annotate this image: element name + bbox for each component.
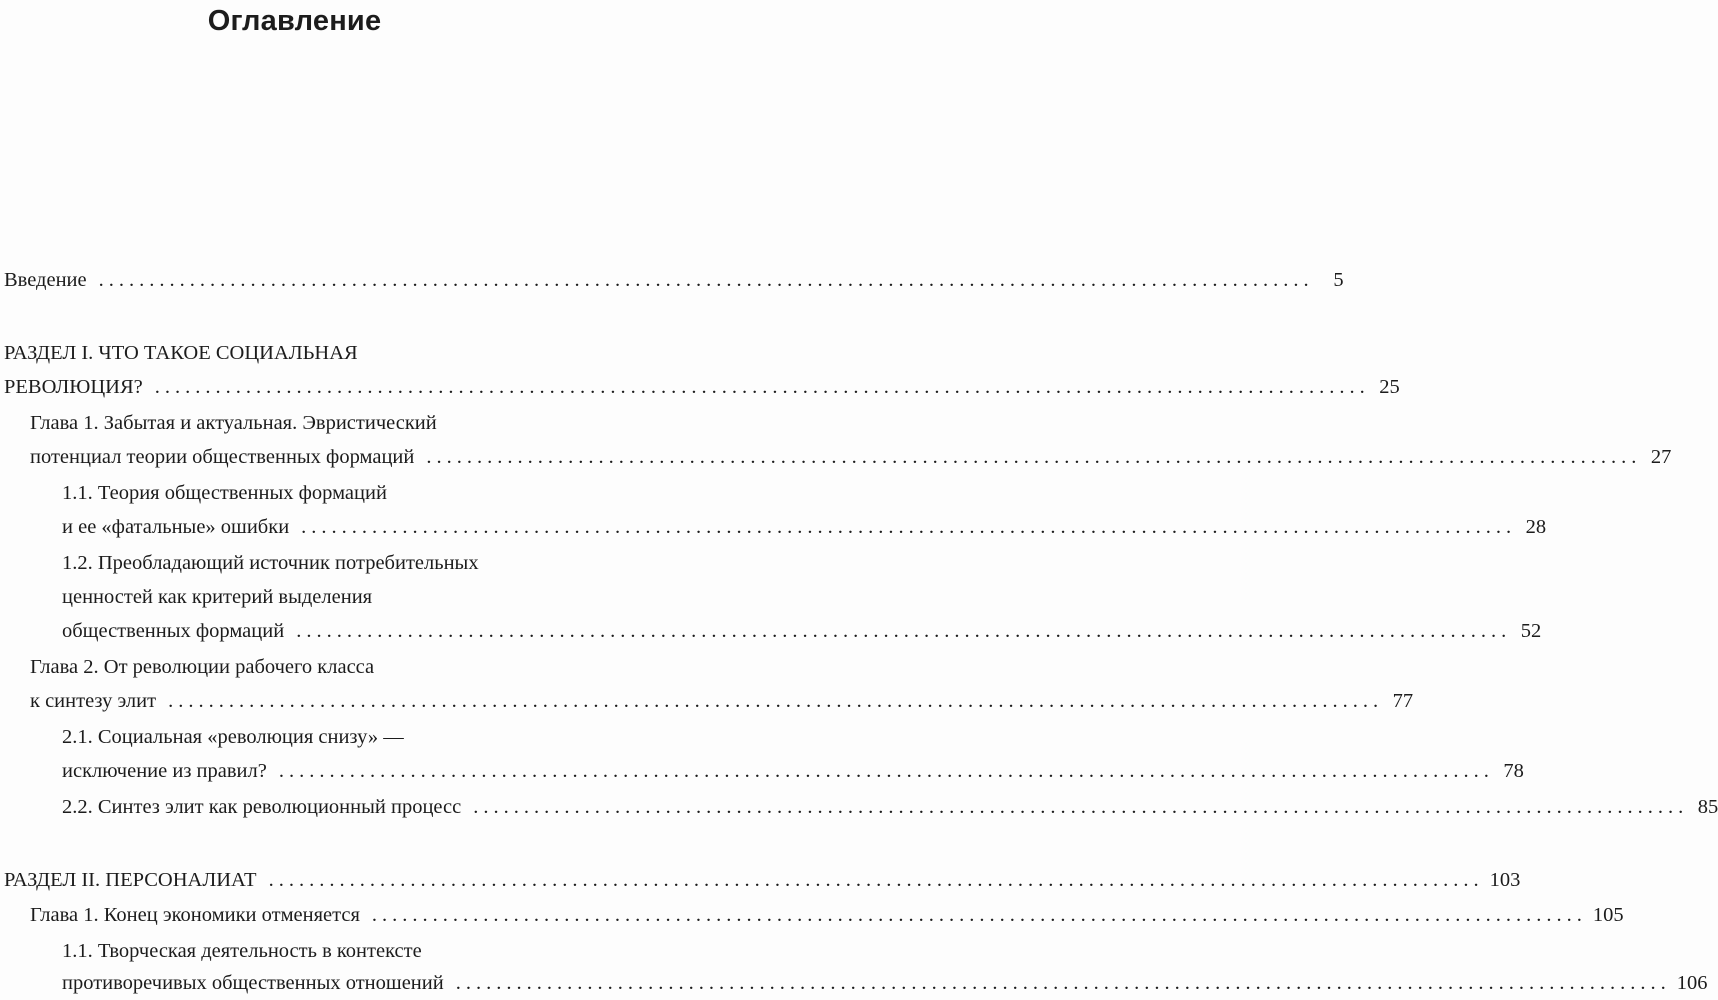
toc-leader-dots: ........................................................................................................................ <box>98 269 1314 291</box>
toc-page-number: 103 <box>1489 869 1521 891</box>
toc-leader-dots: ........................................................................................................................ <box>371 904 1587 926</box>
toc-entry-label: РАЗДЕЛ II. ПЕРСОНАЛИАТ <box>4 869 257 891</box>
toc-subsection-1-2-heading[interactable]: 1.2. Преобладающий источник потребительных <box>62 552 479 574</box>
toc-leader-dots: ........................................................................................................................ <box>278 760 1494 782</box>
toc-entry-label: и ее «фатальные» ошибки <box>62 516 290 538</box>
toc-subsection-2-1-entry[interactable] <box>62 754 1524 788</box>
toc-leader-dots: ........................................................................................................................ <box>154 376 1370 398</box>
toc-entry-label: 2.2. Синтез элит как революционный процесс <box>62 796 462 818</box>
toc-page-number: 77 <box>1392 690 1414 712</box>
toc-chapter-1-2-heading[interactable]: Глава 2. От революции рабочего класса <box>30 656 375 678</box>
toc-entry-label: потенциал теории общественных формаций <box>30 446 415 468</box>
toc-entry-label: исключение из правил? <box>62 760 267 782</box>
toc-page-number: 25 <box>1379 376 1400 398</box>
toc-leader-dots: ........................................................................................................................ <box>296 620 1512 642</box>
toc-page-number: 106 <box>1676 972 1708 994</box>
toc-page-number: 5 <box>1333 269 1344 291</box>
toc-page-number: 28 <box>1525 516 1547 538</box>
toc-subsection-1-2-entry[interactable] <box>62 614 1542 648</box>
toc-section-1-entry[interactable] <box>4 370 1400 404</box>
toc-entry-label: Введение <box>4 269 87 291</box>
toc-subsection-2-1-1-heading[interactable]: 1.1. Творческая деятельность в контексте <box>62 940 422 962</box>
toc-chapter-1-2-entry[interactable] <box>30 684 1414 718</box>
toc-leader-dots: ........................................................................................................................ <box>168 690 1384 712</box>
toc-leader-dots: ........................................................................................................................ <box>426 446 1642 468</box>
toc-chapter-2-1-entry[interactable] <box>30 898 1624 932</box>
toc-section-2-entry[interactable] <box>4 863 1521 897</box>
toc-subsection-1-2-line-2[interactable]: ценностей как критерий выделения <box>62 586 373 608</box>
toc-entry-label: РЕВОЛЮЦИЯ? <box>4 376 143 398</box>
toc-leader-dots: ........................................................................................................................ <box>455 972 1671 994</box>
toc-page-number: 105 <box>1592 904 1624 926</box>
toc-subsection-2-2-entry[interactable] <box>62 790 1718 824</box>
toc-subsection-2-1-heading[interactable]: 2.1. Социальная «революция снизу» — <box>62 726 404 748</box>
toc-entry-label: к синтезу элит <box>30 690 157 712</box>
toc-subsection-1-1-heading[interactable]: 1.1. Теория общественных формаций <box>62 482 387 504</box>
toc-chapter-1-1-entry[interactable] <box>30 440 1672 474</box>
toc-subsection-1-1-entry[interactable] <box>62 510 1547 544</box>
toc-page-number: 52 <box>1520 620 1542 642</box>
toc-section-1-heading[interactable]: РАЗДЕЛ I. ЧТО ТАКОЕ СОЦИАЛЬНАЯ <box>4 342 358 364</box>
toc-leader-dots: ........................................................................................................................ <box>473 796 1689 818</box>
toc-page-number: 27 <box>1650 446 1672 468</box>
toc-entry-label: противоречивых общественных отношений <box>62 972 444 994</box>
toc-page-number: 85 <box>1697 796 1718 818</box>
toc-entry-introduction[interactable] <box>4 263 1344 297</box>
toc-leader-dots: ........................................................................................................................ <box>268 869 1484 891</box>
toc-leader-dots: ........................................................................................................................ <box>301 516 1517 538</box>
toc-page-number: 78 <box>1503 760 1524 782</box>
toc-chapter-1-1-heading[interactable]: Глава 1. Забытая и актуальная. Эвристический <box>30 412 437 434</box>
toc-subsection-2-1-1-entry[interactable] <box>62 966 1708 1000</box>
page-title: Оглавление <box>207 5 382 37</box>
toc-entry-label: Глава 1. Конец экономики отменяется <box>30 904 360 926</box>
toc-entry-label: общественных формаций <box>62 620 285 642</box>
